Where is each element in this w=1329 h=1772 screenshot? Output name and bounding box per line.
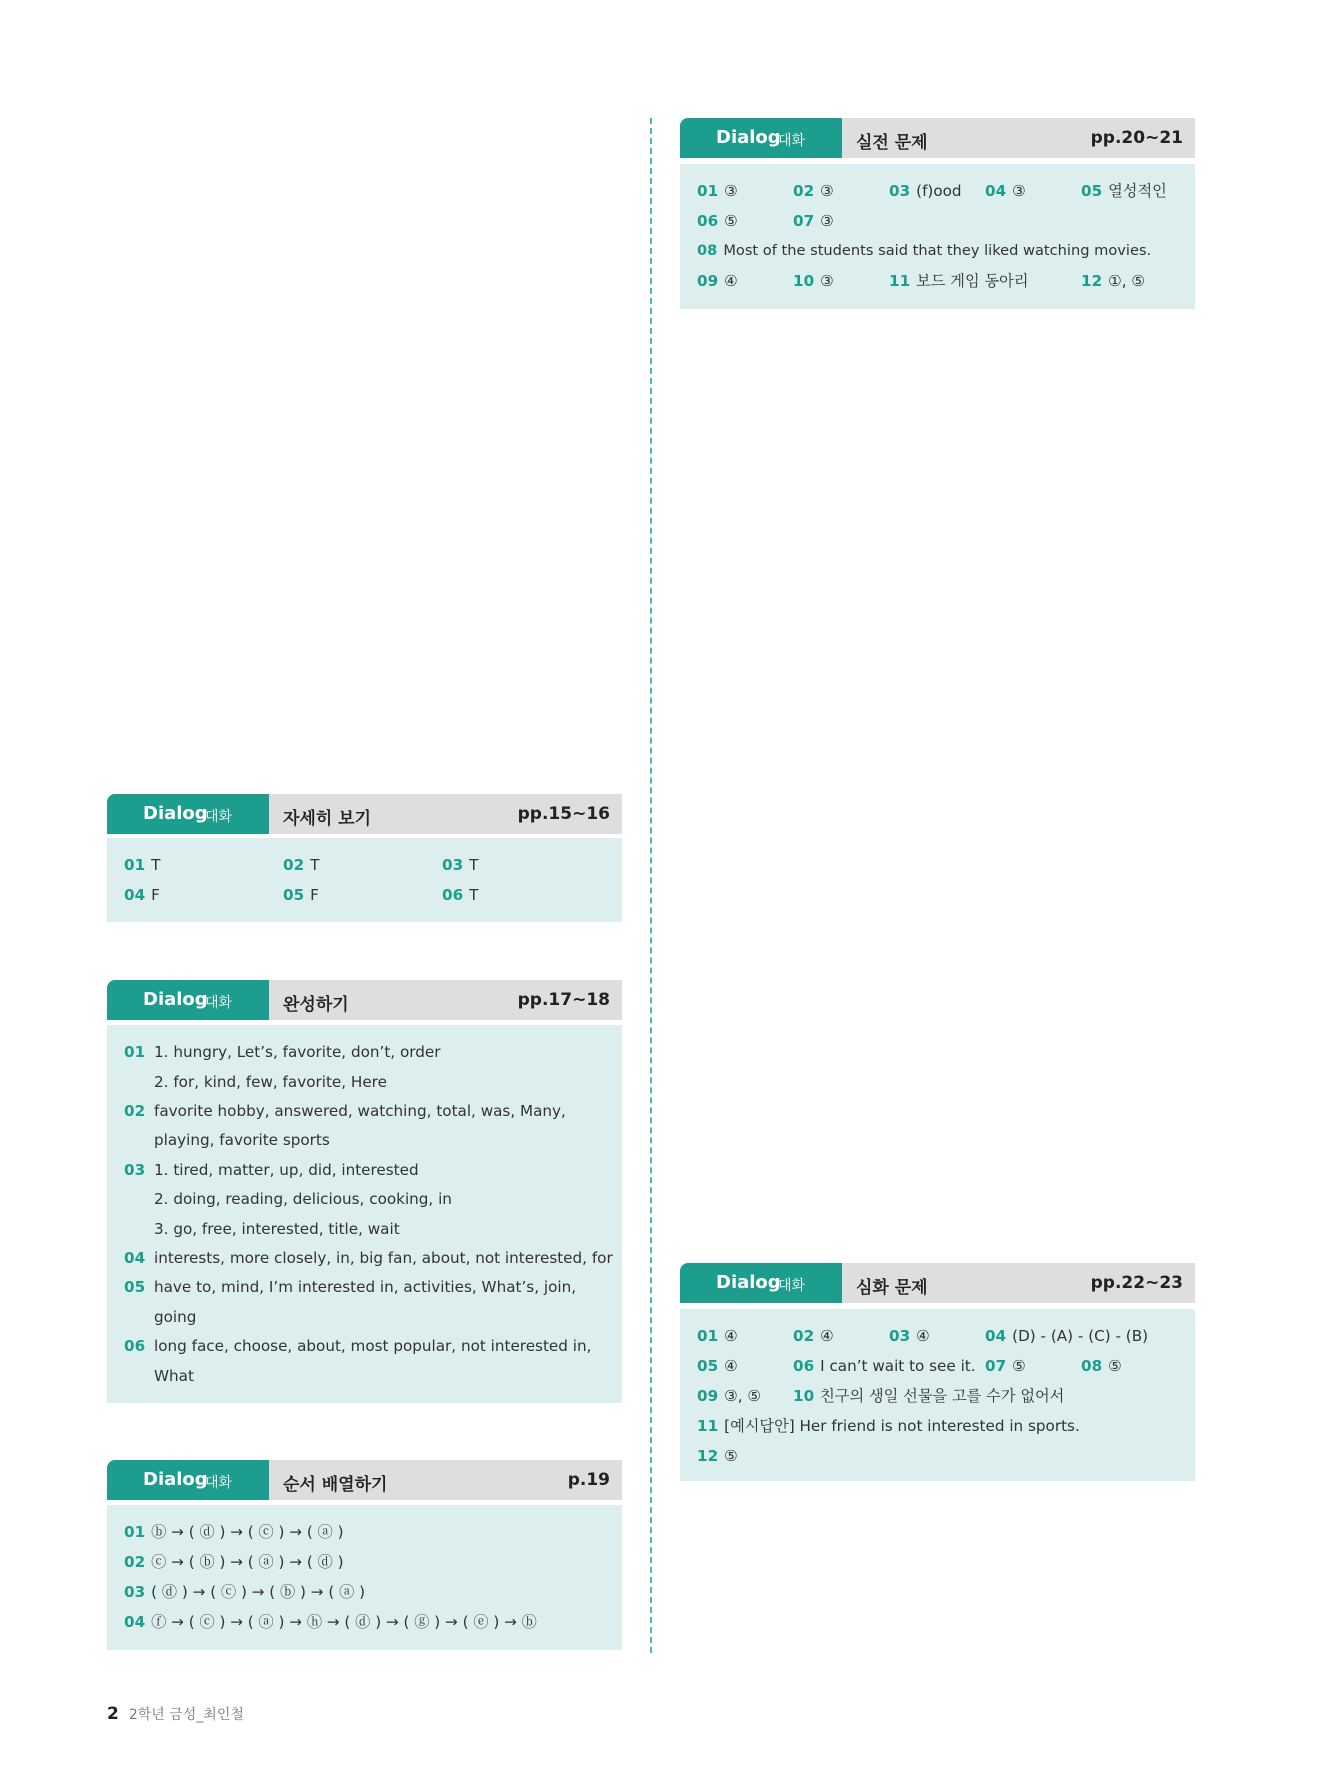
answer-item: 12 ①, ⑤ [1081,272,1146,290]
dialog-tag: Dialog 대화 [107,1460,269,1500]
answer-item: 11 [예시답안] Her friend is not interested in sports. [697,1417,1080,1435]
answer-item: 05 ④ [697,1357,738,1375]
section-header-detail [107,794,622,834]
answer-item: 03 ④ [889,1327,930,1345]
answer-item: 10 친구의 생일 선물을 고를 수가 없어서 [793,1387,1065,1405]
answer-item: 09 ③, ⑤ [697,1387,762,1405]
answer-item: 11 보드 게임 동아리 [889,272,1029,290]
answer-row: 04 ⓕ → ( ⓒ ) → ( ⓐ ) → ⓗ → ( ⓓ ) → ( ⓖ ) → ( ⓔ ) → ⓑ [124,1613,537,1631]
answer-row: 01 ⓑ → ( ⓓ ) → ( ⓒ ) → ( ⓐ ) [124,1523,344,1541]
answer-item: 12 ⑤ [697,1447,738,1465]
dialog-tag: Dialog 대화 [107,794,269,834]
page-range: pp.22~23 [1090,1273,1183,1293]
answer-row: 02 ⓒ → ( ⓑ ) → ( ⓐ ) → ( ⓓ ) [124,1553,344,1571]
answer-item: 07 ③ [793,212,834,230]
answer-item: 08 Most of the students said that they liked watching movies. [697,242,1152,259]
section-header-order [107,1460,622,1500]
answer-item: 01 ③ [697,182,738,200]
answer-item: 01 T [124,856,161,874]
section-header-advanced [680,1263,1195,1303]
page-footer [107,1704,244,1724]
answer-row: 04 interests, more closely, in, big fan, about, not interested, for [124,1249,613,1267]
page-range: p.19 [567,1470,610,1490]
answer-row: 06 long face, choose, about, most popular, not interested in, [124,1337,592,1355]
section-header-practice [680,118,1195,158]
section-title: 실전 문제 [856,133,928,153]
dialog-tag: Dialog 대화 [680,1263,842,1303]
page-range: pp.15~16 [517,804,610,824]
answer-item: 07 ⑤ [985,1357,1026,1375]
answer-item: 04 (D) - (A) - (C) - (B) [985,1327,1149,1345]
dialog-tag: Dialog 대화 [107,980,269,1020]
answer-box-order [107,1505,622,1650]
answer-item: 06 I can’t wait to see it. [793,1357,976,1375]
answer-item: 05 열성적인 [1081,182,1167,200]
answer-item: 06 ⑤ [697,212,738,230]
answer-row: 02 favorite hobby, answered, watching, total, was, Many, [124,1102,566,1120]
answer-box-advanced [680,1309,1195,1481]
answer-item: 02 ④ [793,1327,834,1345]
section-title: 완성하기 [283,995,349,1015]
answer-row: 2. doing, reading, delicious, cooking, in [154,1190,452,1208]
page-number: 2 [107,1704,119,1724]
answer-item: 02 T [283,856,320,874]
section-title: 심화 문제 [856,1278,928,1298]
answer-item: 08 ⑤ [1081,1357,1122,1375]
answer-item: 05 F [283,886,319,904]
answer-row: 2. for, kind, few, favorite, Here [154,1073,387,1091]
column-divider [650,118,652,1653]
answer-item: 06 T [442,886,479,904]
section-title: 자세히 보기 [283,809,372,829]
answer-row: 03 1. tired, matter, up, did, interested [124,1161,419,1179]
answer-row: 05 have to, mind, I’m interested in, activities, What’s, join, [124,1278,577,1296]
answer-row: 3. go, free, interested, title, wait [154,1220,400,1238]
answer-item: 04 ③ [985,182,1026,200]
answer-item: 01 ④ [697,1327,738,1345]
page-range: pp.20~21 [1090,128,1183,148]
answer-row: 03 ( ⓓ ) → ( ⓒ ) → ( ⓑ ) → ( ⓐ ) [124,1583,366,1601]
answer-item: 02 ③ [793,182,834,200]
answer-box-detail [107,838,622,922]
page-range: pp.17~18 [517,990,610,1010]
section-title: 순서 배열하기 [283,1475,388,1495]
answer-row: What [154,1367,194,1385]
footer-text: 2학년 금성_최인철 [128,1707,244,1723]
answer-row: going [154,1308,197,1326]
dialog-tag: Dialog 대화 [680,118,842,158]
answer-item: 09 ④ [697,272,738,290]
answer-row: playing, favorite sports [154,1131,330,1149]
answer-item: 10 ③ [793,272,834,290]
answer-item: 03 T [442,856,479,874]
answer-item: 03 (f)ood [889,182,962,200]
answer-item: 04 F [124,886,160,904]
section-header-complete [107,980,622,1020]
answer-row: 01 1. hungry, Let’s, favorite, don’t, order [124,1043,441,1061]
answer-box-practice [680,164,1195,309]
answer-box-complete [107,1025,622,1403]
